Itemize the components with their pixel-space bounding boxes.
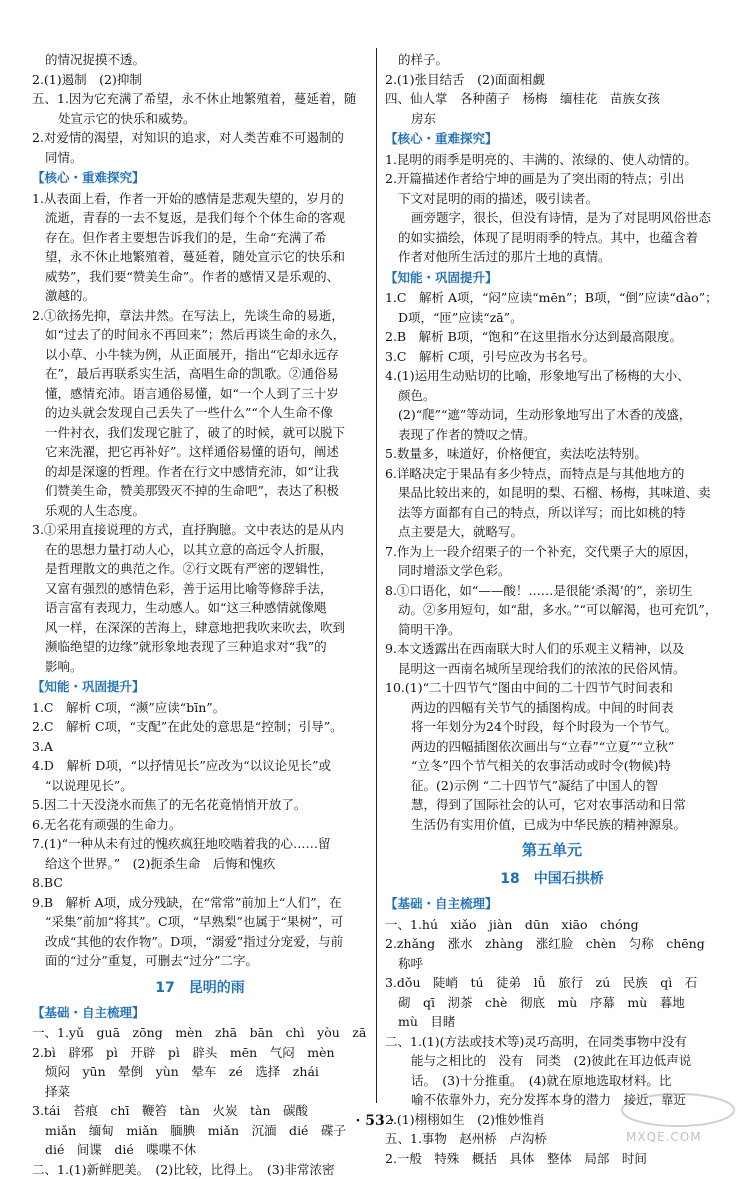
unit-title: 第五单元	[385, 838, 719, 862]
answer-line: (2)“爬”“遮”等动词，生动形象地写出了木香的茂盛，	[385, 405, 719, 425]
answer-line: 下文对昆明的雨的描述，吸引读者。	[385, 189, 719, 209]
answer-line: 的如实描绘，体现了昆明雨季的特点。其中，也蕴含着	[385, 228, 719, 248]
answer-line: 懂，感情充沛。语言通俗易懂，如“一个人到了三十岁	[32, 384, 368, 404]
watermark-text: MXQE.COM	[626, 1128, 702, 1148]
answer-line: 5.数量多，味道好，价格便宜，卖法吃法特别。	[385, 444, 719, 464]
answer-line: 话。 (3)十分推重。 (4)就在原地选取材料。比	[385, 1071, 719, 1091]
answer-line: “以说理见长”。	[32, 776, 368, 796]
answer-line: 激越的。	[32, 286, 368, 306]
answer-line: 给这个世界。” (2)扼杀生命 后悔和愧疚	[32, 854, 368, 874]
answer-line: 9.B 解析 A项，成分残缺，在“常常”前加上“人们”，在	[32, 893, 368, 913]
watermark-logo	[618, 1090, 738, 1146]
answer-line: 五、1.事物 赵州桥 卢沟桥	[385, 1129, 719, 1149]
answer-line: 们赞美生命，赞美那毁灭不掉的生命吧”，表达了积极	[32, 481, 368, 501]
answer-line: 将一年划分为24个时段，每个时段为一个节气。	[385, 717, 719, 737]
answer-line: 慧，得到了国际社会的认可，它对农事活动和日常	[385, 795, 719, 815]
section-header: 【基础・自主梳理】	[385, 894, 719, 914]
answer-line: 2.bì 辟邪 pì 开辟 pì 辟头 mēn 气闷 mèn	[32, 1043, 368, 1063]
answer-line: 是哲理散文的典范之作。②行文既有严密的逻辑性，	[32, 559, 368, 579]
answer-line: 濒临绝望的边缘”就形象地表现了三种追求对“我”的	[32, 637, 368, 657]
answer-line: 2.(1)遏制 (2)抑制	[32, 70, 368, 90]
answer-line: 1.C 解析 A项，“闷”应读“mēn”；B项，“倒”应读“dào”；	[385, 288, 719, 308]
answer-line: 一件衬衣，我们发现它脏了，破了的时候，就可以脱下	[32, 423, 368, 443]
answer-line: 3.tái 苔痕 chī 鞭笞 tàn 火炭 tàn 碳酸	[32, 1101, 368, 1121]
answer-line: 以小草、小牛犊为例，从正面展开，指出“它却永远存	[32, 345, 368, 365]
answer-line: 乐观的人生态度。	[32, 501, 368, 521]
answer-line: 喻不依靠外力，充分发挥本身的潜力 接近，靠近	[385, 1090, 719, 1110]
answer-line: D项，“匝”应读“zā”。	[385, 308, 719, 328]
answer-line: “立冬”四个节气相关的农事活动或时令(物候)特	[385, 756, 719, 776]
answer-line: “采集”前加“将其”。C项，“早熟梨”也属于“果树”，可	[32, 912, 368, 932]
answer-line: 2.开篇描述作者给宁坤的画是为了突出雨的特点；引出	[385, 169, 719, 189]
answer-line: 3.C 解析 C项，引号应改为书名号。	[385, 347, 719, 367]
answer-line: 2.一般 特殊 概括 具体 整体 局部 时间	[385, 1149, 719, 1169]
answer-line: 1.昆明的雨季是明亮的、丰满的、浓绿的、使人动情的。	[385, 150, 719, 170]
answer-line: 如“过去了的时间永不再回来”；然后再谈生命的永久，	[32, 325, 368, 345]
answer-line: 1.C 解析 C项，“濒”应读“bīn”。	[32, 698, 368, 718]
answer-line: 2.对爱情的渴望，对知识的追求，对人类苦难不可遏制的	[32, 128, 368, 148]
answer-line: miǎn 缅甸 miǎn 腼腆 miǎn 沉湎 dié 碟子	[32, 1121, 368, 1141]
answer-line: 二、1.(1)(方法或技术等)灵巧高明，在同类事物中没有	[385, 1032, 719, 1052]
answer-line: 烦闷 yūn 晕倒 yùn 晕车 zé 选择 zhái	[32, 1062, 368, 1082]
page-number: · 53 ·	[0, 1112, 750, 1132]
answer-line: 2.①欲扬先抑，章法井然。在写法上，先谈生命的易逝，	[32, 306, 368, 326]
answer-line: 威势”，我们要“赞美生命”。作者的感情又是乐观的、	[32, 267, 368, 287]
answer-line: 二、1.(1)新鲜肥美。 (2)比较，比得上。 (3)非常浓密	[32, 1160, 368, 1179]
answer-line: 称呼	[385, 954, 719, 974]
answer-line: 3.dǒu 陡峭 tú 徒弟 lǚ 旅行 zú 民族 qì 石	[385, 973, 719, 993]
watermark-icon	[618, 1090, 738, 1130]
answer-line: 征。(2)示例 “二十四节气”凝结了中国人的智	[385, 776, 719, 796]
answer-line: 面的“过分”重复，可删去“过分”二字。	[32, 951, 368, 971]
answer-line: 望，永不休止地繁殖着，蔓延着，随处宣示它的快乐和	[32, 247, 368, 267]
section-header: 【核心・重难探究】	[385, 129, 719, 149]
answer-line: 流逝，青春的一去不复返，是我们每个个体生命的客观	[32, 208, 368, 228]
answer-line: 又富有强烈的感情色彩，善于运用比喻等修辞手法，	[32, 579, 368, 599]
answer-line: 5.因二十天没浇水而焦了的无名花竟悄悄开放了。	[32, 795, 368, 815]
section-header: 【基础・自主梳理】	[32, 1003, 368, 1023]
column-divider	[376, 48, 377, 1103]
answer-line: 处宣示它的快乐和威势。	[32, 109, 368, 129]
answer-line: 择菜	[32, 1082, 368, 1102]
answer-line: 3.①采用直接说理的方式，直抒胸臆。文中表达的是从内	[32, 520, 368, 540]
answer-line: 同情。	[32, 148, 368, 168]
lesson-title: 18 中国石拱桥	[385, 868, 719, 890]
answer-line: 作者对他所生活过的那片土地的真情。	[385, 247, 719, 267]
answer-line: 8.①口语化，如“——酸！……是很能‘杀渴’的”，亲切生	[385, 581, 719, 601]
answer-line: 影响。	[32, 657, 368, 677]
lesson-title: 17 昆明的雨	[32, 977, 368, 999]
answer-line: 2.zhǎng 涨水 zhàng 涨红脸 chèn 匀称 chēng	[385, 934, 719, 954]
answer-line: 风一样，在深深的苦海上，肆意地把我吹来吹去，吹到	[32, 618, 368, 638]
answer-line: 生活仍有实用价值，已成为中华民族的精神源泉。	[385, 815, 719, 835]
answer-line: 它来洗濯，把它再补好”。这样通俗易懂的语句，阐述	[32, 442, 368, 462]
answer-line: 的边头就会发现自己丢失了一些什么”“个人生命不像	[32, 403, 368, 423]
answer-line: 在的思想力量打动人心，以其立意的高远令人折服，	[32, 540, 368, 560]
answer-line: 在”，最后再联系实生活，高唱生命的凯歌。②通俗易	[32, 364, 368, 384]
answer-line: 两边的四幅插图依次画出与“立春”“立夏”“立秋”	[385, 737, 719, 757]
answer-line: 1.从表面上看，作者一开始的感情是悲观失望的，岁月的	[32, 189, 368, 209]
answer-line: 7.作为上一段介绍栗子的一个补充，交代栗子大的原因，	[385, 542, 719, 562]
answer-line: 动。②多用短句，如“甜，多水。”“可以解渴，也可充饥”，	[385, 600, 719, 620]
answer-line: 存在。但作者主要想告诉我们的是，生命“充满了希	[32, 228, 368, 248]
answer-line: 6.无名花有顽强的生命力。	[32, 815, 368, 835]
answer-line: dié 间谍 dié 喋喋不休	[32, 1140, 368, 1160]
answer-line: mù 目睹	[385, 1012, 719, 1032]
left-column	[32, 50, 368, 1179]
answer-line: 4.D 解析 D项，“以抒情见长”应改为“以议论见长”或	[32, 756, 368, 776]
answer-line: 两边的四幅有关节气的插图构成。中间的时间表	[385, 698, 719, 718]
section-header: 【知能・巩固提升】	[32, 677, 368, 697]
answer-line: 的样子。	[385, 50, 719, 70]
answer-line: 6.详略决定于果品有多少特点，而特点是与其他地方的	[385, 464, 719, 484]
answer-line: 能与之相比的 没有 同类 (2)彼此在耳边低声说	[385, 1051, 719, 1071]
answer-line: 2.C 解析 C项，“支配”在此处的意思是“控制；引导”。	[32, 717, 368, 737]
answer-line: 8.BC	[32, 873, 368, 893]
answer-line: 五、1.因为它充满了希望，永不休止地繁殖着，蔓延着，随	[32, 89, 368, 109]
answer-line: 2.(1)张目结舌 (2)面面相觑	[385, 70, 719, 90]
answer-line: 画旁题字，很长，但没有诗情，是为了对昆明风俗世态	[385, 208, 719, 228]
answer-line: 7.(1)“一种从未有过的愧疚疯狂地咬啮着我的心……留	[32, 834, 368, 854]
answer-line: 4.(1)运用生动贴切的比喻，形象地写出了杨梅的大小、	[385, 366, 719, 386]
answer-line: 2.B 解析 B项，“饱和”在这里指水分达到最高限度。	[385, 327, 719, 347]
section-header: 【知能・巩固提升】	[385, 268, 719, 288]
right-column	[385, 50, 719, 1168]
answer-line: 颜色。	[385, 386, 719, 406]
section-header: 【核心・重难探究】	[32, 168, 368, 188]
answer-line: 表现了作者的赞叹之情。	[385, 425, 719, 445]
answer-line: 语言富有表现力，生动感人。如“这三种感情就像飓	[32, 598, 368, 618]
answer-line: 9.本文透露出在西南联大时人们的乐观主义精神，以及	[385, 639, 719, 659]
answer-line: 果品比较出来的，如昆明的梨、石榴、杨梅，其味道、卖	[385, 483, 719, 503]
answer-line: 同时增添文学色彩。	[385, 561, 719, 581]
answer-line: 的却是深邃的哲理。作者在行文中感情充沛，如“让我	[32, 462, 368, 482]
answer-line: 简明干净。	[385, 620, 719, 640]
answer-line: 一、1.hú xiǎo jiàn dūn xiāo chóng	[385, 915, 719, 935]
answer-line: 10.(1)“二十四节气”图由中间的二十四节气时间表和	[385, 678, 719, 698]
answer-line: 一、1.yǔ guā zōng mèn zhā bān chì yòu zā	[32, 1023, 368, 1043]
answer-line: 点主要是大，就略写。	[385, 522, 719, 542]
answer-line: 的情况捉摸不透。	[32, 50, 368, 70]
answer-line: 3.A	[32, 737, 368, 757]
answer-line: 2.(1)栩栩如生 (2)惟妙惟肖	[385, 1110, 719, 1130]
answer-line: 房东	[385, 109, 719, 129]
answer-line: 昆明这一西南名城所呈现给我们的浓浓的民俗风情。	[385, 659, 719, 679]
answer-line: 四、仙人掌 各种菌子 杨梅 缅桂花 苗族女孩	[385, 89, 719, 109]
answer-line: 法等方面都有自己的特点，所以详写；而比如桃的特	[385, 503, 719, 523]
answer-line: 改成“其他的农作物”。D项，“溺爱”指过分宠爱，与前	[32, 932, 368, 952]
answer-line: 砌 qī 沏茶 chè 彻底 mù 序幕 mù 暮地	[385, 993, 719, 1013]
